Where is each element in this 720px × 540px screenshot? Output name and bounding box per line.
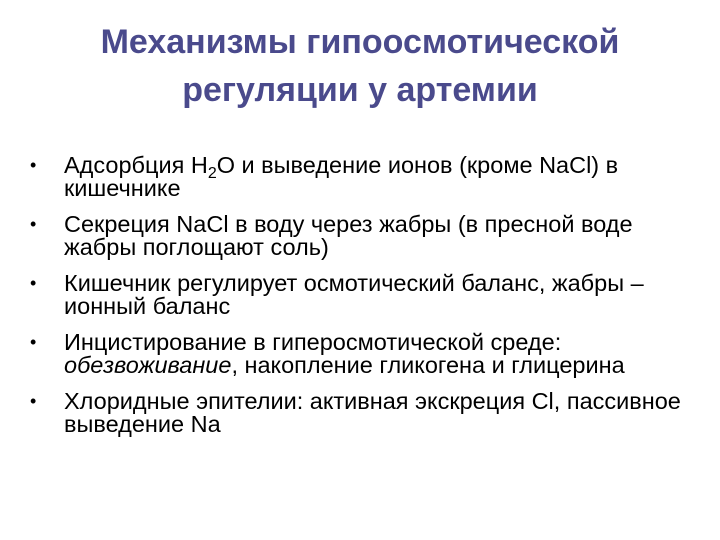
bullet-text-adsorption	[64, 152, 618, 201]
slide-title	[20, 18, 700, 114]
bullet-dot-icon: •	[30, 391, 37, 411]
bullet-text-part: O и выведение ионов (кроме NaCl) в кишечнике	[64, 152, 619, 201]
subscript: 2	[207, 165, 217, 182]
bullet-item-secretion	[30, 213, 690, 259]
bullet-item-adsorption	[30, 154, 690, 200]
bullet-list	[30, 154, 690, 449]
bullet-item-intestine	[30, 272, 690, 318]
bullet-item-encystment	[30, 331, 690, 377]
bullet-text-intestine: Кишечник регулирует осмотический баланс, жабры – ионный баланс	[64, 270, 644, 319]
bullet-dot-icon: •	[30, 273, 37, 293]
bullet-text-italic: обезвоживание	[64, 352, 232, 378]
bullet-item-chloride-epithelia	[30, 390, 690, 436]
bullet-dot-icon: •	[30, 332, 37, 352]
slide-title-line-2: регуляции у артемии	[182, 71, 538, 109]
bullet-dot-icon: •	[30, 155, 37, 175]
slide-title-line-1: Механизмы гипоосмотической	[100, 23, 620, 61]
bullet-text-chloride-epithelia: Хлоридные эпителии: активная экскреция Cl, пассивное выведение Na	[64, 388, 681, 437]
bullet-text-secretion: Секреция NaCl в воду через жабры (в пресной воде жабры поглощают соль)	[64, 211, 633, 260]
bullet-text-part: Инцистирование в гиперосмотической среде:	[64, 329, 562, 355]
bullet-text-part: , накопление гликогена и глицерина	[231, 352, 625, 378]
bullet-text-part: Адсорбция H	[64, 152, 208, 178]
bullet-text-encystment	[64, 329, 625, 378]
bullet-dot-icon: •	[30, 214, 37, 234]
